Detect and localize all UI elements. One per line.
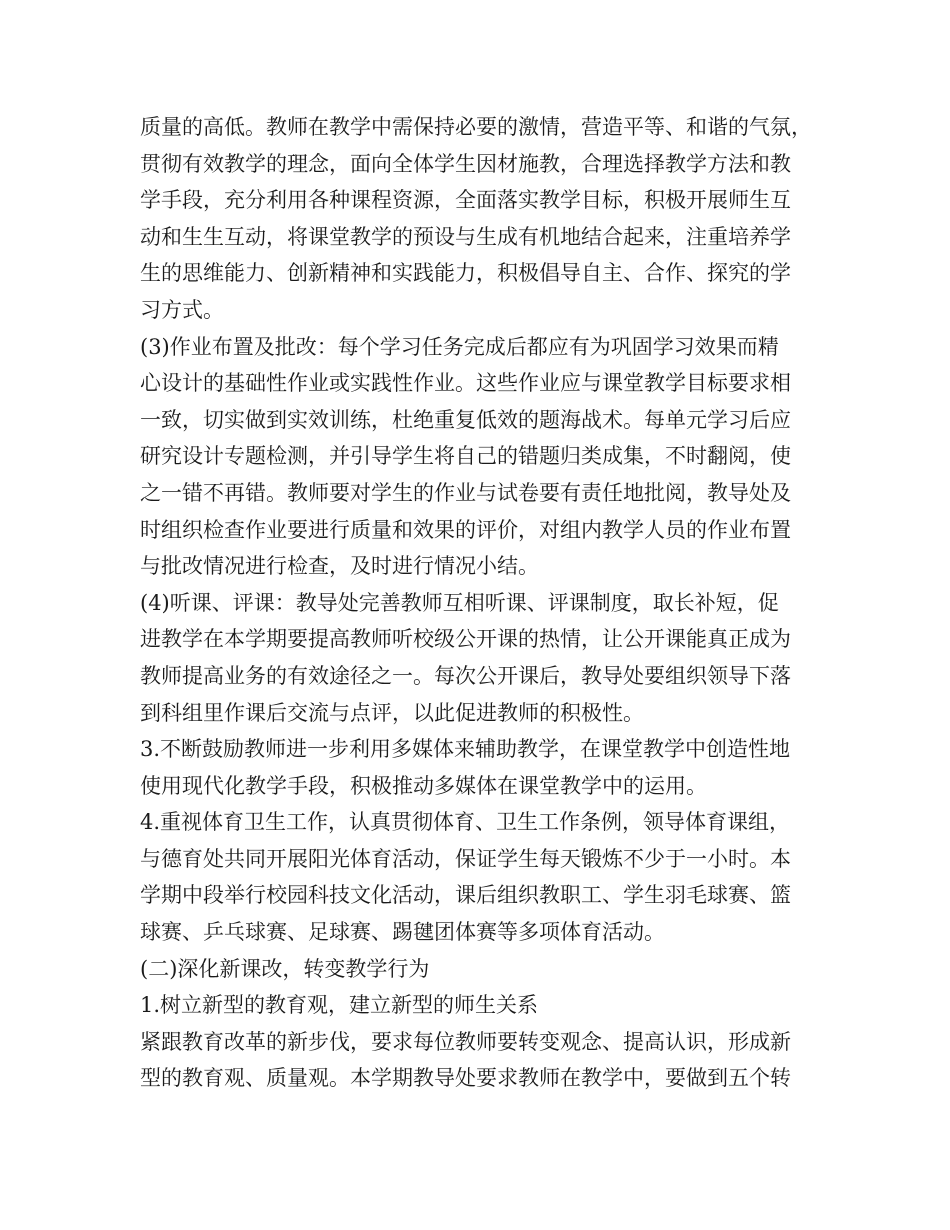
text-line: 贯彻有效教学的理念，面向全体学生因材施教，合理选择教学方法和教 [140, 151, 791, 176]
text-line: 质量的高低。教师在教学中需保持必要的激情，营造平等、和谐的气氛， [140, 115, 812, 139]
text-line: 紧跟教育改革的新步伐，要求每位教师要转变观念、提高认识，形成新 [140, 1029, 791, 1054]
text-line: (3)作业布置及批改：每个学习任务完成后都应有为巩固学习效果而精 [140, 334, 779, 359]
text-line: 心设计的基础性作业或实践性作业。这些作业应与课堂教学目标要求相 [140, 371, 791, 396]
text-line: 习方式。 [140, 297, 224, 322]
text-line: (二)深化新课改，转变教学行为 [140, 956, 430, 981]
text-line: 使用现代化教学手段，积极推动多媒体在课堂教学中的运用。 [140, 773, 707, 798]
text-line: 与批改情况进行检查，及时进行情况小结。 [140, 554, 539, 579]
text-line: 时组织检查作业要进行质量和效果的评价，对组内教学人员的作业布置 [140, 517, 791, 542]
text-line: 学手段，充分利用各种课程资源，全面落实教学目标，积极开展师生互 [140, 188, 791, 213]
text-line: 一致，切实做到实效训练，杜绝重复低效的题海战术。每单元学习后应 [140, 407, 791, 432]
text-line: 1.树立新型的教育观，建立新型的师生关系 [140, 993, 539, 1018]
text-line: 学期中段举行校园科技文化活动，课后组织教职工、学生羽毛球赛、篮 [140, 883, 791, 908]
text-line: (4)听课、评课：教导处完善教师互相听课、评课制度，取长补短，促 [140, 590, 779, 615]
text-line: 教师提高业务的有效途径之一。每次公开课后，教导处要组织领导下落 [140, 663, 791, 688]
text-line: 之一错不再错。教师要对学生的作业与试卷要有责任地批阅，教导处及 [140, 480, 791, 505]
text-line: 球赛、乒乓球赛、足球赛、踢毽团体赛等多项体育活动。 [140, 920, 665, 945]
text-line: 4.重视体育卫生工作，认真贯彻体育、卫生工作条例，领导体育课组， [140, 810, 791, 835]
text-line: 生的思维能力、创新精神和实践能力，积极倡导自主、合作、探究的学 [140, 261, 791, 286]
text-line: 进教学在本学期要提高教师听校级公开课的热情，让公开课能真正成为 [140, 627, 791, 652]
text-line: 型的教育观、质量观。本学期教导处要求教师在教学中，要做到五个转 [140, 1066, 791, 1091]
text-line: 与德育处共同开展阳光体育活动，保证学生每天锻炼不少于一小时。本 [140, 846, 791, 871]
text-line: 研究设计专题检测，并引导学生将自己的错题归类成集，不时翻阅，使 [140, 444, 791, 469]
text-line: 动和生生互动，将课堂教学的预设与生成有机地结合起来，注重培养学 [140, 224, 791, 249]
text-line: 3.不断鼓励教师进一步利用多媒体来辅助教学，在课堂教学中创造性地 [140, 737, 791, 762]
document-body [140, 109, 830, 1097]
text-line: 到科组里作课后交流与点评，以此促进教师的积极性。 [140, 700, 644, 725]
